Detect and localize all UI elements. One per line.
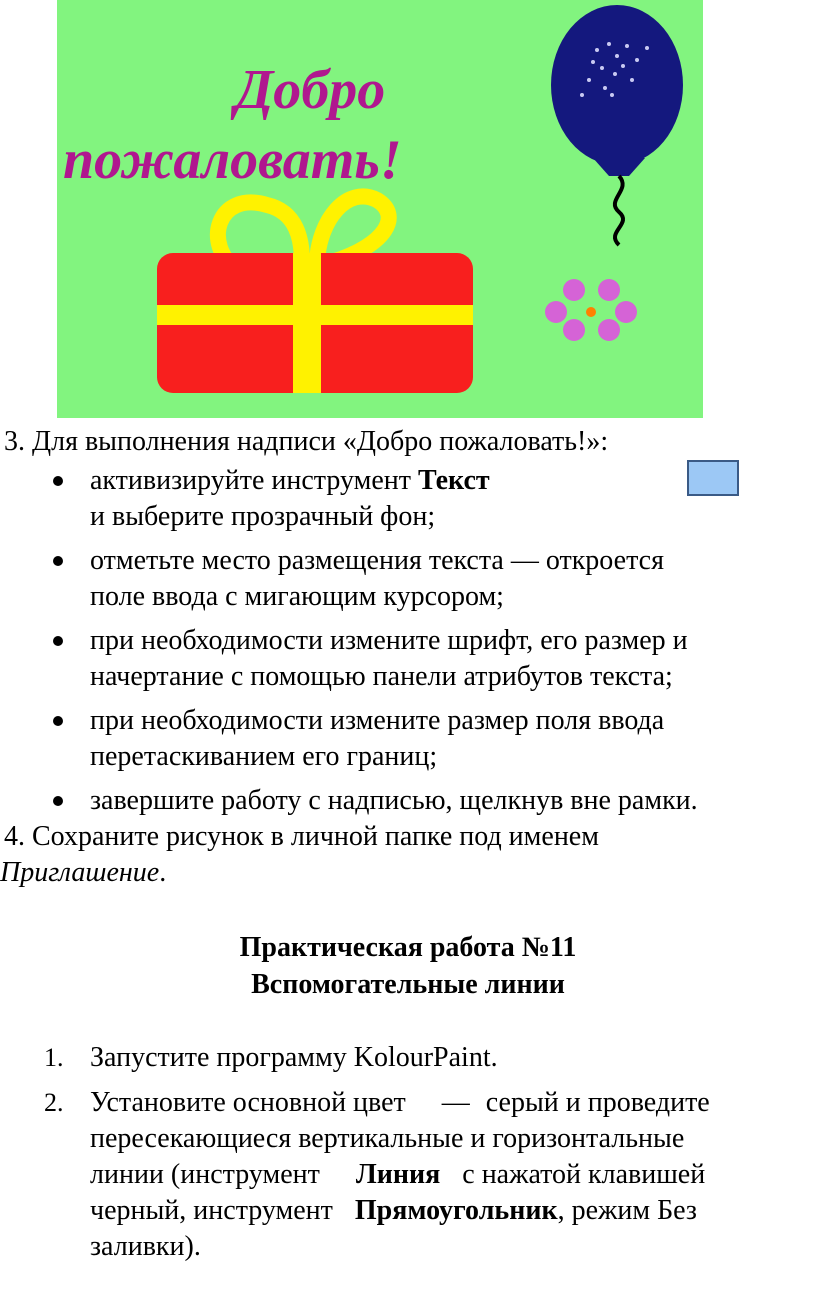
- list-number: 2.: [44, 1088, 64, 1117]
- bullet-icon: [53, 556, 63, 566]
- list2-line3: линии (инструмент Линия с нажатой клавишей: [90, 1159, 706, 1190]
- bullet-icon: [53, 476, 63, 486]
- step4-line1: 4. Сохраните рисунок в личной папке под именем: [4, 821, 599, 852]
- welcome-illustration: [57, 0, 703, 418]
- step4-line2: Приглашение.: [0, 857, 167, 888]
- bullet4-line1: при необходимости измените размер поля ввода: [90, 705, 665, 736]
- list2-line1: Установите основной цвет — серый и проведите: [90, 1087, 710, 1118]
- bullet-icon: [53, 796, 63, 806]
- greeting-line1: Добро: [235, 59, 386, 121]
- list2-line4: черный, инструмент Прямоугольник, режим Без: [90, 1195, 697, 1226]
- practical-subtitle: Вспомогательные линии: [251, 969, 565, 1000]
- tool-line-label: Линия: [355, 1159, 441, 1190]
- list1-line1: Запустите программу KolourPaint.: [90, 1042, 498, 1073]
- bullet3-line1: при необходимости измените шрифт, его размер и: [90, 625, 688, 656]
- greeting-line2: пожаловать!: [63, 129, 402, 191]
- step3-intro: 3. Для выполнения надписи «Добро пожаловать!»:: [4, 426, 609, 457]
- bullet5-line1: завершите работу с надписью, щелкнув вне рамки.: [90, 785, 698, 816]
- bullet2-line1: отметьте место размещения текста — откроется: [90, 545, 664, 576]
- bullet1-line1: активизируйте инструмент Текст: [90, 465, 490, 496]
- tool-rectangle-label: Прямоугольник: [354, 1195, 558, 1226]
- text-tool-icon: [687, 460, 739, 496]
- list-number: 1.: [44, 1043, 64, 1072]
- bullet2-line2: поле ввода с мигающим курсором;: [90, 581, 504, 612]
- practical-title: Практическая работа №11: [239, 932, 577, 963]
- bullet4-line2: перетаскиванием его границ;: [90, 741, 438, 772]
- bullet-icon: [53, 636, 63, 646]
- tool-text-label: Текст: [418, 465, 490, 496]
- bullet1-line2: и выберите прозрачный фон;: [90, 501, 436, 532]
- list2-line2: пересекающиеся вертикальные и горизонтальные: [90, 1123, 685, 1154]
- file-name: Приглашение: [0, 857, 160, 888]
- bullet-icon: [53, 716, 63, 726]
- bullet3-line2: начертание с помощью панели атрибутов текста;: [90, 661, 673, 692]
- list2-line5: заливки).: [90, 1231, 201, 1262]
